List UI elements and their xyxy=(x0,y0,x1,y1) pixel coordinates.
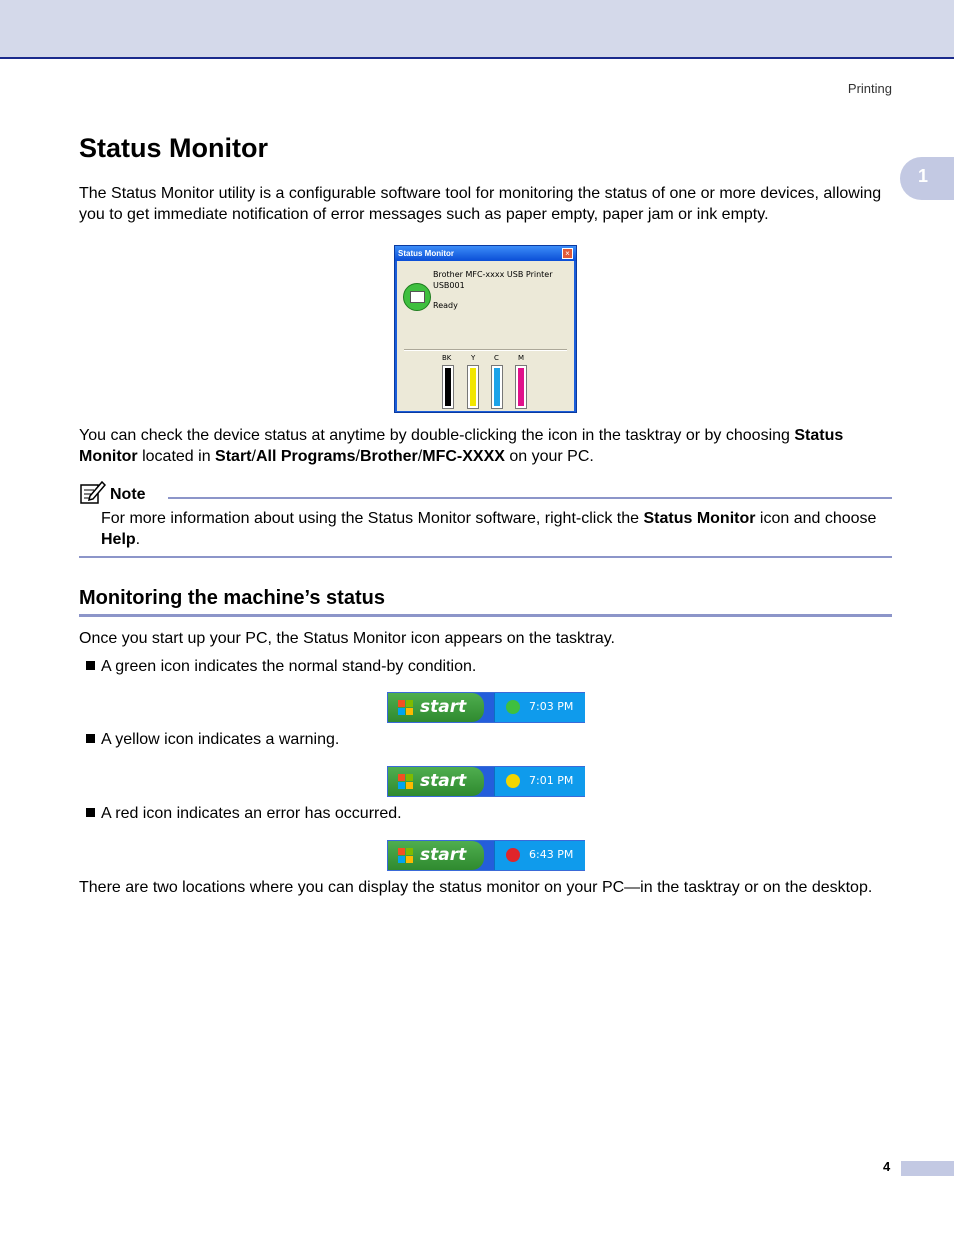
text-run: / xyxy=(417,447,423,465)
ink-label-bk: BK xyxy=(442,354,452,362)
text-run: located in xyxy=(137,447,216,465)
ink-label-y: Y xyxy=(471,354,476,362)
taskbar-red xyxy=(387,840,585,871)
text-run: For more information about using the Status Monitor software, right-click the xyxy=(101,510,644,527)
menu-path-model: MFC-XXXX xyxy=(422,447,505,465)
section-heading-rule xyxy=(79,614,892,617)
start-button xyxy=(388,841,484,870)
windows-flag-icon xyxy=(398,774,414,789)
running-head: Printing xyxy=(847,81,892,96)
start-label: start xyxy=(420,697,467,717)
ink-fill-y xyxy=(470,368,476,406)
note-text xyxy=(101,508,891,550)
text-run: / xyxy=(355,447,360,465)
windows-flag-icon xyxy=(398,700,414,715)
status-monitor-title: Status Monitor xyxy=(398,249,454,258)
system-tray xyxy=(494,841,585,870)
system-tray xyxy=(494,767,585,796)
system-tray xyxy=(494,693,585,722)
ink-fill-c xyxy=(494,368,500,406)
taskbar-yellow xyxy=(387,766,585,797)
status-monitor-body xyxy=(397,261,574,411)
printer-status-icon xyxy=(403,283,431,311)
status-monitor-titlebar xyxy=(395,246,576,261)
divider xyxy=(404,349,567,351)
intro-paragraph: The Status Monitor utility is a configurable software tool for monitoring the status of one or more devices, allowing you to get immediate notification of error messages such as paper empty, paper jam or ink empty. xyxy=(79,185,882,223)
note-rule-bottom xyxy=(79,556,892,558)
menu-path-start: Start xyxy=(215,447,252,465)
start-label: start xyxy=(420,771,467,791)
text-run: / xyxy=(251,447,256,465)
windows-flag-icon xyxy=(398,848,414,863)
ink-bar-c xyxy=(491,365,503,409)
tray-clock: 6:43 PM xyxy=(529,848,574,861)
text-run: You can check the device status at anytime by double-clicking the icon in the tasktray or by choosing xyxy=(79,427,795,444)
tray-clock: 7:01 PM xyxy=(529,774,574,787)
ink-label-m: M xyxy=(518,354,525,362)
start-button xyxy=(388,693,484,722)
close-icon: × xyxy=(562,248,573,259)
status-monitor-window xyxy=(394,245,577,413)
ink-fill-m xyxy=(518,368,524,406)
tray-clock: 7:03 PM xyxy=(529,700,574,713)
printer-name: Brother MFC-xxxx USB Printer xyxy=(433,270,553,279)
ink-bar-m xyxy=(515,365,527,409)
section-lead: Once you start up your PC, the Status Monitor icon appears on the tasktray. xyxy=(79,630,615,647)
page-title: Status Monitor xyxy=(79,133,268,163)
note-pencil-icon xyxy=(80,480,106,504)
status-monitor-tray-icon xyxy=(506,774,520,788)
page-number: 4 xyxy=(883,1159,891,1174)
ink-label-c: C xyxy=(494,354,499,362)
section-heading: Monitoring the machine’s status xyxy=(79,587,385,609)
note-rule-top xyxy=(168,497,892,499)
printer-status: Ready xyxy=(433,301,458,310)
chapter-number: 1 xyxy=(918,166,929,186)
text-run: . xyxy=(135,531,141,548)
ink-bar-y xyxy=(467,365,479,409)
header-bar xyxy=(0,0,954,59)
status-monitor-tray-icon xyxy=(506,700,520,714)
printer-port: USB001 xyxy=(433,281,465,290)
note-emphasis-help: Help xyxy=(101,531,136,548)
ink-fill-bk xyxy=(445,368,451,406)
start-button xyxy=(388,767,484,796)
start-label: start xyxy=(420,845,467,865)
status-monitor-tray-icon xyxy=(506,848,520,862)
text-run: icon and choose xyxy=(755,510,877,527)
closing-paragraph: There are two locations where you can display the status monitor on your PC—in the tasktray or on the desktop. xyxy=(79,879,873,896)
menu-path-status-monitor: Status Monitor xyxy=(79,427,844,465)
menu-path-brother: Brother xyxy=(360,447,418,465)
text-run: on your PC. xyxy=(504,447,594,465)
ink-bar-bk xyxy=(442,365,454,409)
chapter-tab xyxy=(900,157,954,200)
note-emphasis-status-monitor: Status Monitor xyxy=(643,510,756,527)
check-status-paragraph xyxy=(79,426,894,467)
bullet-red: A red icon indicates an error has occurred. xyxy=(86,804,402,824)
note-label: Note xyxy=(110,486,146,503)
menu-path-all-programs: All Programs xyxy=(255,447,356,465)
page-tab xyxy=(901,1161,954,1176)
bullet-green: A green icon indicates the normal stand-by condition. xyxy=(86,657,476,677)
taskbar-green xyxy=(387,692,585,723)
bullet-yellow: A yellow icon indicates a warning. xyxy=(86,730,339,750)
